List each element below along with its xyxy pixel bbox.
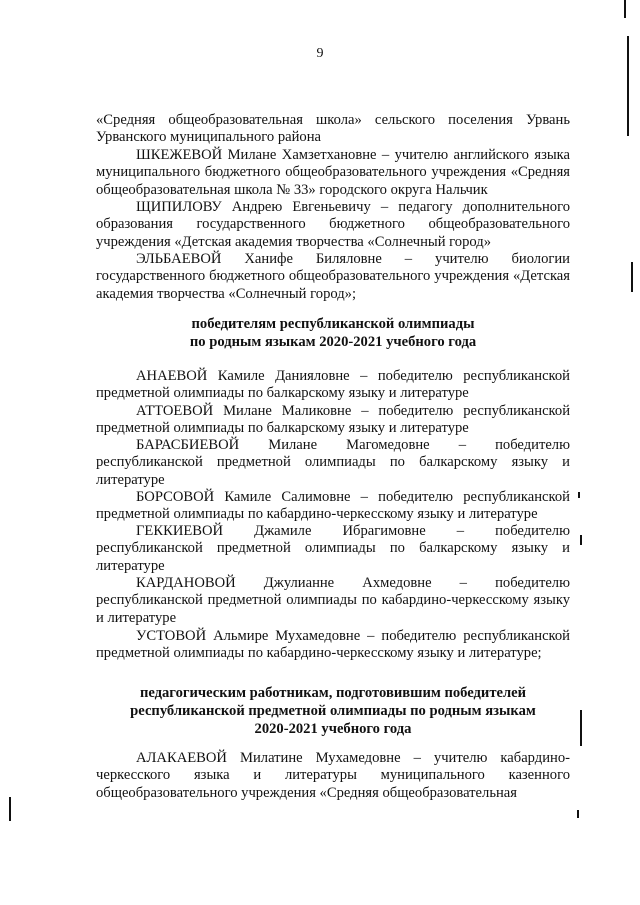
scan-mark	[627, 36, 629, 136]
scan-mark	[580, 710, 582, 746]
paragraph-attoeva: АТТОЕВОЙ Милане Маликовне – победителю республиканской предметной олимпиады по балкарскому языку и литературе	[96, 403, 570, 437]
scan-mark	[9, 797, 11, 821]
heading-teachers-line-3: 2020-2021 учебного года	[254, 721, 412, 737]
scan-mark	[577, 810, 579, 818]
paragraph-shkezheva: ШКЕЖЕВОЙ Милане Хамзетхановне – учителю английского языка муниципального бюджетного общеобразовательного учреждения «Средняя общеобразовательная школа № 33» городского округа Нальчик	[96, 147, 570, 198]
paragraph-kardanova: КАРДАНОВОЙ Джулианне Ахмедовне – победителю республиканской предметной олимпиады по кабардино-черкесскому языку и литературе	[96, 575, 570, 626]
heading-winners-line-1: победителям республиканской олимпиады	[191, 316, 475, 332]
paragraph-borsova: БОРСОВОЙ Камиле Салимовне – победителю республиканской предметной олимпиады по кабардино-черкесскому языку и литературе	[96, 489, 570, 523]
paragraph-shchipilov: ЩИПИЛОВУ Андрею Евгеньевичу – педагогу дополнительного образования государственного бюджетного общеобразовательного учреждения «Детская академия творчества «Солнечный город»	[96, 199, 570, 250]
scan-mark	[624, 0, 626, 18]
paragraph-alakaeva: АЛАКАЕВОЙ Милатине Мухамедовне – учителю кабардино-черкесского языка и литературы муниципального казенного общеобразовательного учреждения «Средняя общеобразовательная	[96, 750, 570, 801]
paragraph-anaeva: АНАЕВОЙ Камиле Данияловне – победителю республиканской предметной олимпиады по балкарскому языку и литературе	[96, 368, 570, 402]
page-number: 9	[316, 46, 324, 61]
heading-teachers-line-1: педагогическим работникам, подготовившим победителей	[139, 685, 527, 701]
heading-winners	[96, 315, 570, 351]
scan-mark	[580, 535, 582, 545]
paragraph-school-urvan: «Средняя общеобразовательная школа» сельского поселения Урвань Урванского муниципального района	[96, 112, 570, 146]
heading-teachers	[96, 684, 570, 738]
heading-winners-line-2: по родным языкам 2020-2021 учебного года	[189, 334, 477, 350]
paragraph-gekkieva: ГЕККИЕВОЙ Джамиле Ибрагимовне – победителю республиканской предметной олимпиады по балкарскому языку и литературе	[96, 523, 570, 574]
paragraph-barasbieva: БАРАСБИЕВОЙ Милане Магомедовне – победителю республиканской предметной олимпиады по балкарскому языку и литературе	[96, 437, 570, 488]
heading-teachers-line-2: республиканской предметной олимпиады по родным языкам	[130, 703, 536, 719]
scan-mark	[631, 262, 633, 292]
scan-mark	[578, 492, 580, 498]
paragraph-ustova: УСТОВОЙ Альмире Мухамедовне – победителю республиканской предметной олимпиады по кабардино-черкесскому языку и литературе;	[96, 628, 570, 662]
paragraph-elbaeva: ЭЛЬБАЕВОЙ Ханифе Биляловне – учителю биологии государственного бюджетного общеобразовательного учреждения «Детская академия творчества «Солнечный город»;	[96, 251, 570, 302]
